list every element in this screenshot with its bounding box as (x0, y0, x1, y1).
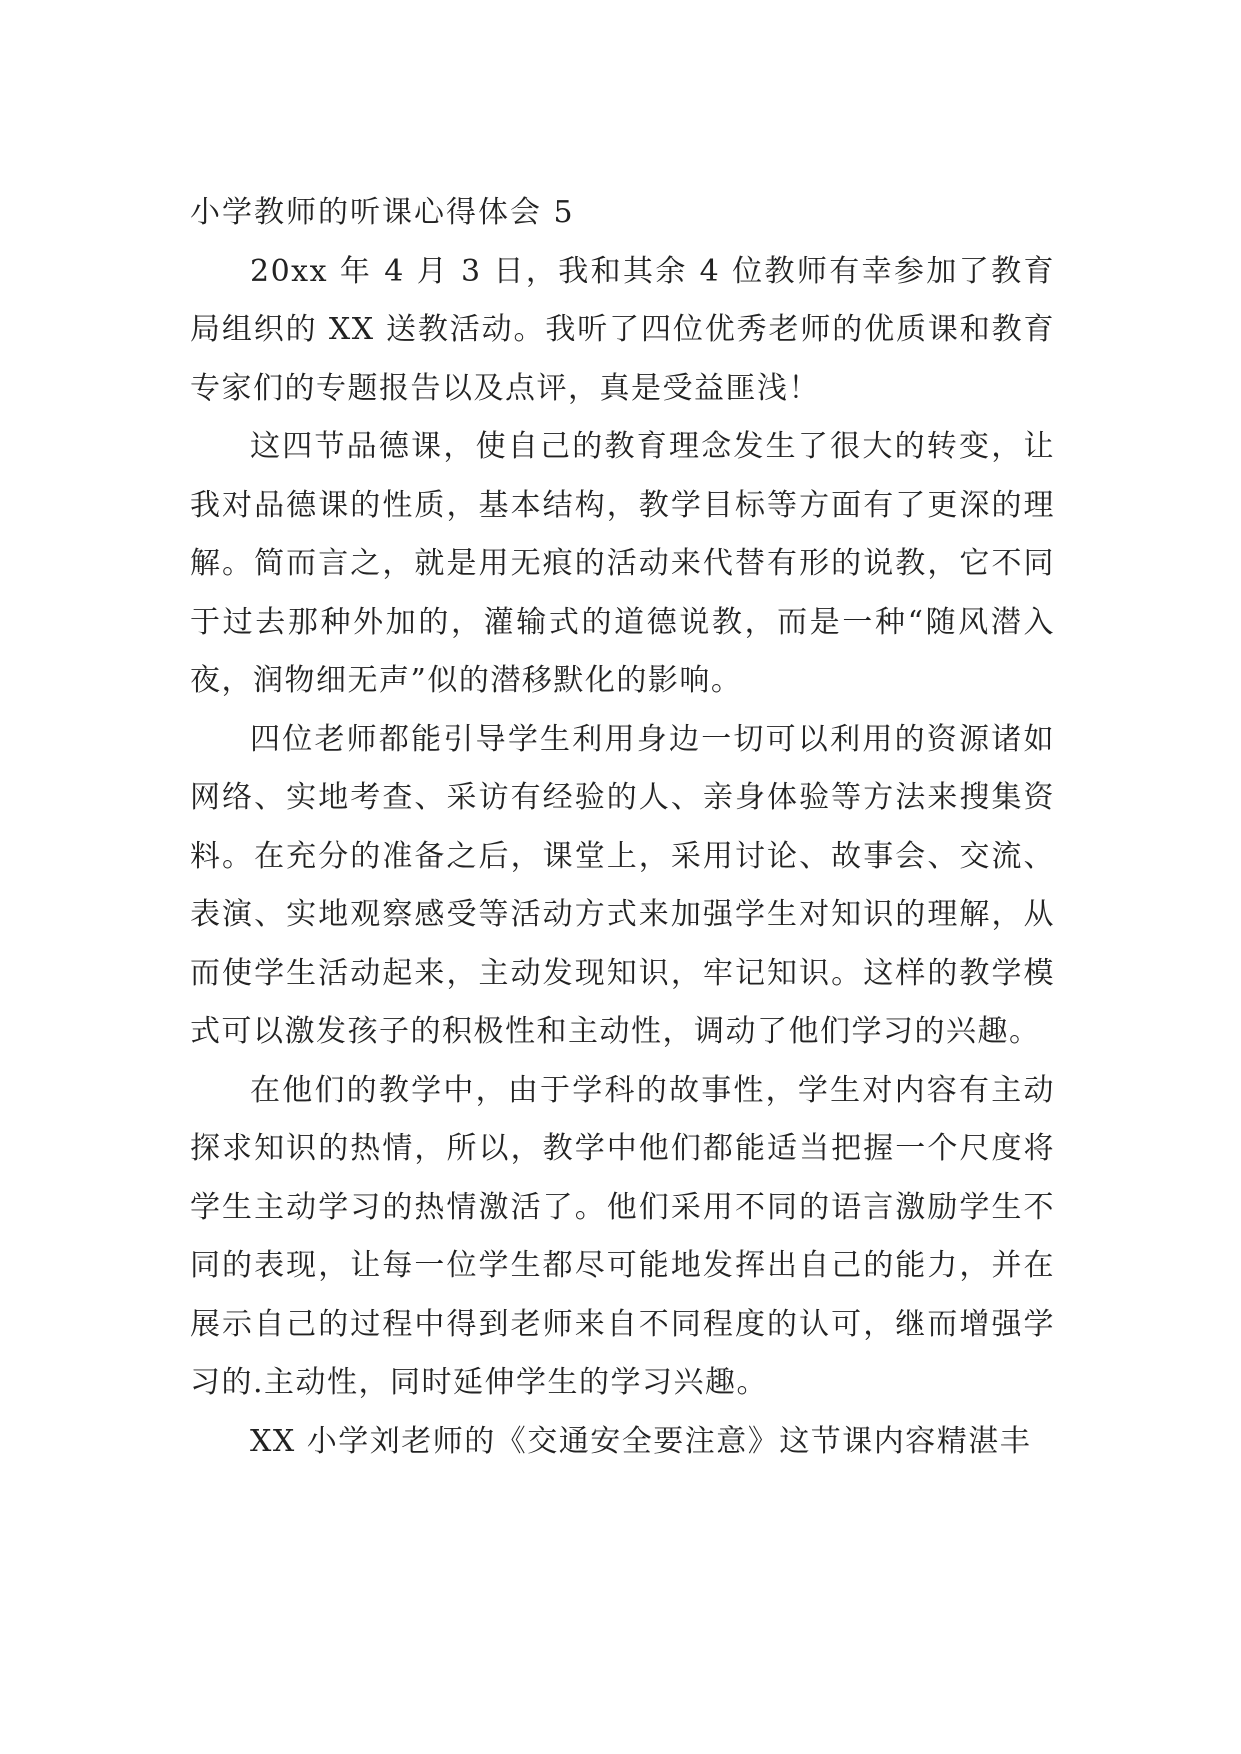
document-body (190, 184, 1055, 1471)
paragraph: 20xx 年 4 月 3 日，我和其余 4 位教师有幸参加了教育局组织的 XX 送教活动。我听了四位优秀老师的优质课和教育专家们的专题报告以及点评，真是受益匪浅！ (190, 253, 1055, 406)
paragraph: 四位老师都能引导学生利用身边一切可以利用的资源诸如网络、实地考查、采访有经验的人、亲身体验等方法来搜集资料。在充分的准备之后，课堂上，采用讨论、故事会、交流、表演、实地观察感受等活动方式来加强学生对知识的理解，从而使学生活动起来，主动发现知识，牢记知识。这样的教学模式可以激发孩子的积极性和主动性，调动了他们学习的兴趣。 (190, 721, 1055, 1049)
paragraph: 在他们的教学中，由于学科的故事性，学生对内容有主动探求知识的热情，所以，教学中他们都能适当把握一个尺度将学生主动学习的热情激活了。他们采用不同的语言激励学生不同的表现，让每一位学生都尽可能地发挥出自己的能力，并在展示自己的过程中得到老师来自不同程度的认可，继而增强学习的.主动性，同时延伸学生的学习兴趣。 (190, 1072, 1055, 1400)
paragraph: 这四节品德课，使自己的教育理念发生了很大的转变，让我对品德课的性质，基本结构，教学目标等方面有了更深的理解。简而言之，就是用无痕的活动来代替有形的说教，它不同于过去那种外加的，灌输式的道德说教，而是一种“随风潜入夜，润物细无声”似的潜移默化的影响。 (190, 429, 1055, 698)
paragraph: XX 小学刘老师的《交通安全要注意》这节课内容精湛丰 (250, 1423, 1032, 1459)
document-title: 小学教师的听课心得体会 5 (190, 195, 575, 230)
